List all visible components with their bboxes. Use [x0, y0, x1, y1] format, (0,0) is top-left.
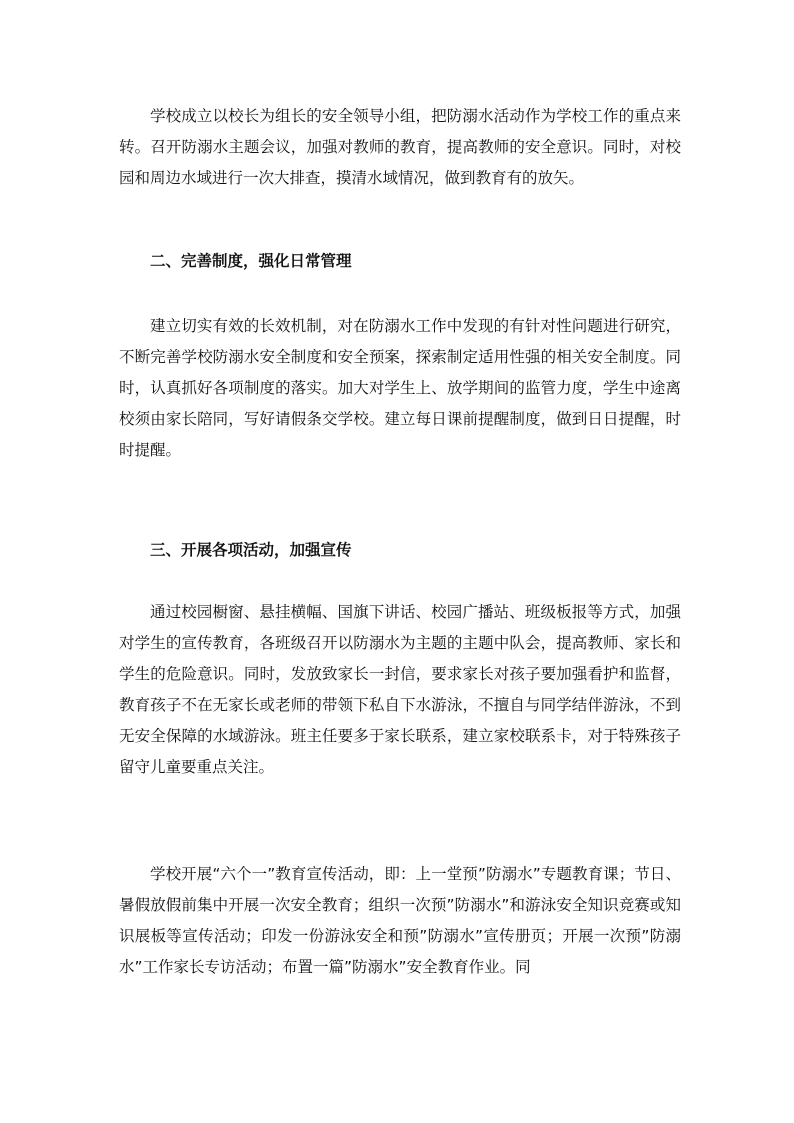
paragraph-publicity-activities: 通过校园橱窗、悬挂横幅、国旗下讲话、校园广播站、班级板报等方式，加强对学生的宣传教育，各班级召开以防溺水为主题的主题中队会，提高教师、家长和学生的危险意识。同时，发放致家长一封信，要求家长对孩子要加强看护和监督，教育孩子不在无家长或老师的带领下私自下水游泳，不擅自与同学结伴游泳，不到无安全保障的水域游泳。班主任要多于家长联系，建立家校联系卡，对于特殊孩子留守儿童要重点关注。: [119, 603, 681, 776]
paragraph-leadership-group: 学校成立以校长为组长的安全领导小组，把防溺水活动作为学校工作的重点来转。召开防溺水主题会议，加强对教师的教育，提高教师的安全意识。同时，对校园和周边水域进行一次大排查，摸清水域情况，做到教育有的放矢。: [119, 107, 681, 187]
section-heading-2: 二、完善制度，强化日常管理: [150, 252, 352, 270]
paragraph-system-management: 建立切实有效的长效机制，对在防溺水工作中发现的有针对性问题进行研究，不断完善学校防溺水安全制度和安全预案，探索制定适用性强的相关安全制度。同时，认真抓好各项制度的落实。加大对学生上、放学期间的监管力度，学生中途离校须由家长陪同，写好请假条交学校。建立每日课前提醒制度，做到日日提醒，时时提醒。: [119, 317, 681, 459]
section-heading-3: 三、开展各项活动，加强宣传: [150, 541, 352, 559]
paragraph-six-ones-campaign: 学校开展“六个一”教育宣传活动，即：上一堂预”防溺水”专题教育课；节日、暑假放假前集中开展一次安全教育；组织一次预”防溺水”和游泳安全知识竞赛或知识展板等宣传活动；印发一份游泳安全和预”防溺水”宣传册页；开展一次预”防溺水”工作家长专访活动；布置一篇”防溺水”安全教育作业。同: [119, 865, 681, 976]
